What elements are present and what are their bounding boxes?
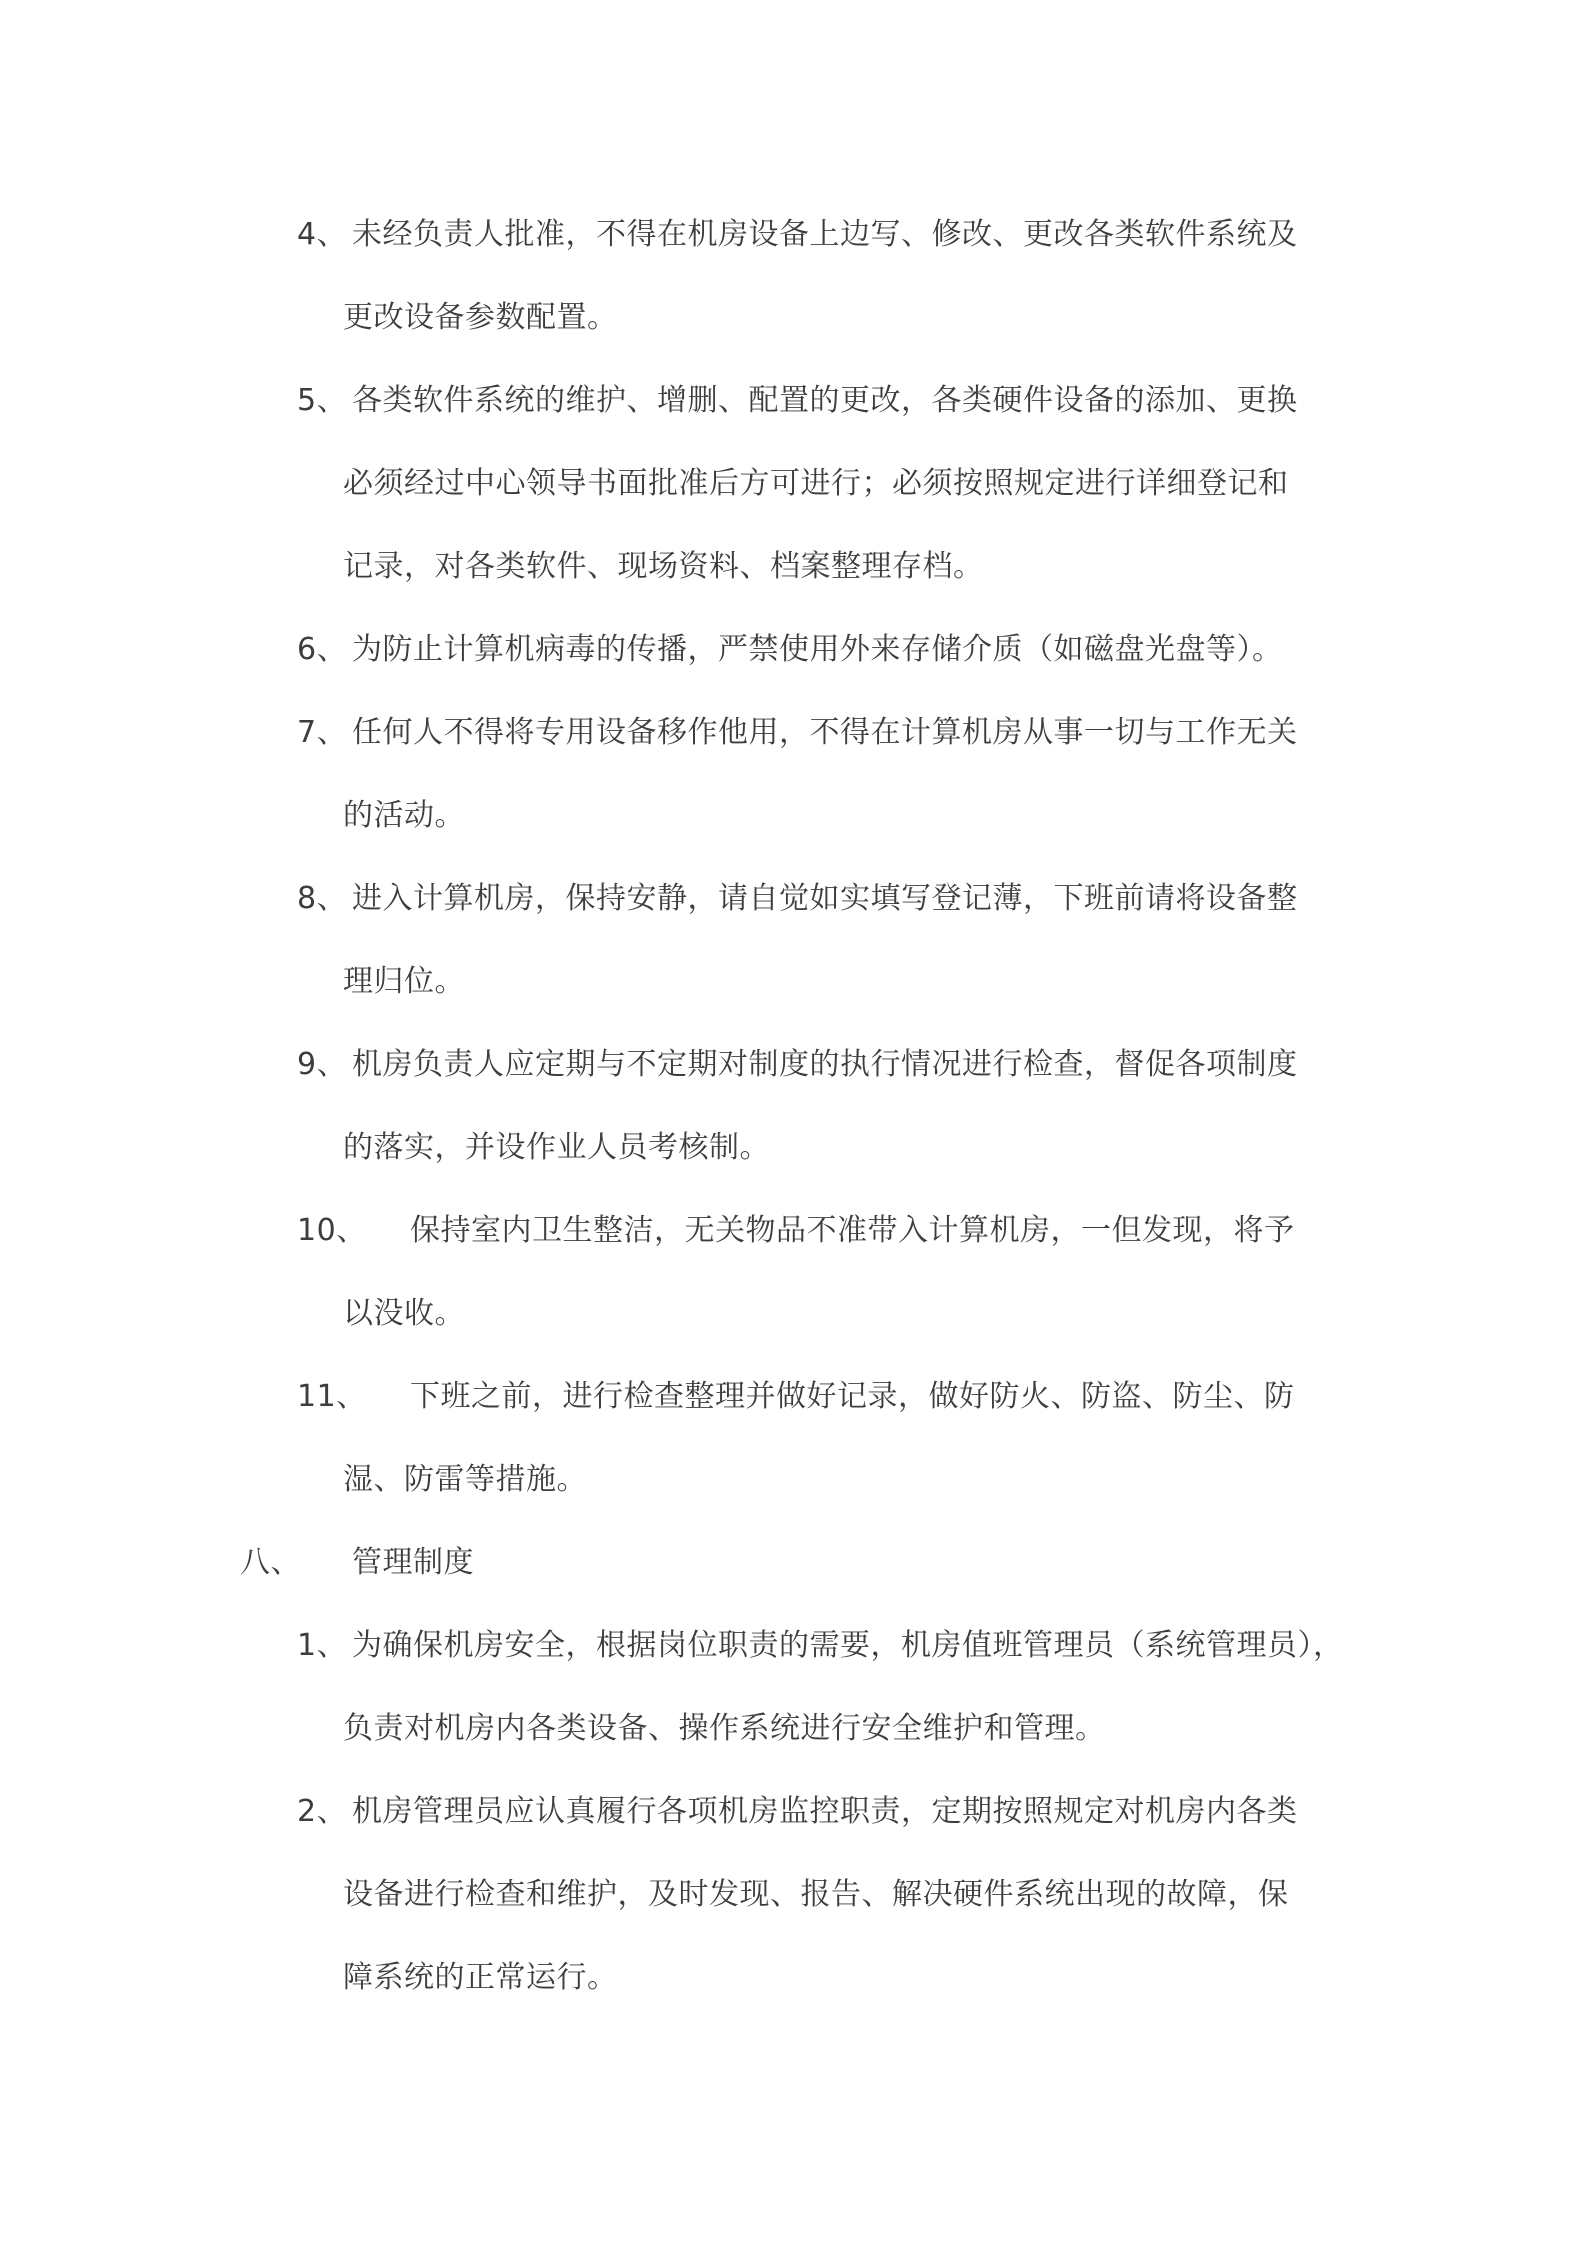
item-number: 9、 bbox=[297, 1047, 348, 1082]
item-text-line: 未经负责人批准，不得在机房设备上边写、修改、更改各类软件系统及 bbox=[352, 217, 1298, 252]
item-text-line: 设备进行检查和维护，及时发现、报告、解决硬件系统出现的故障，保 bbox=[343, 1877, 1289, 1912]
item-number: 1、 bbox=[297, 1628, 348, 1663]
item-number: 5、 bbox=[297, 383, 348, 418]
item-text-line: 机房管理员应认真履行各项机房监控职责，定期按照规定对机房内各类 bbox=[352, 1794, 1298, 1829]
item-text-line: 湿、防雷等措施。 bbox=[343, 1462, 587, 1497]
item-text-line: 各类软件系统的维护、增删、配置的更改，各类硬件设备的添加、更换 bbox=[352, 383, 1298, 418]
item-text-line: 为确保机房安全，根据岗位职责的需要，机房值班管理员（系统管理员）， bbox=[352, 1628, 1344, 1663]
item-number: 4、 bbox=[297, 217, 348, 252]
section-title: 管理制度 bbox=[352, 1545, 474, 1580]
item-text-line: 下班之前，进行检查整理并做好记录，做好防火、防盗、防尘、防 bbox=[410, 1379, 1295, 1414]
item-text-line: 进入计算机房，保持安静，请自觉如实填写登记薄，下班前请将设备整 bbox=[352, 881, 1298, 916]
item-number: 2、 bbox=[297, 1794, 348, 1829]
item-text-line: 以没收。 bbox=[343, 1296, 465, 1331]
item-text-line: 机房负责人应定期与不定期对制度的执行情况进行检查，督促各项制度 bbox=[352, 1047, 1298, 1082]
item-text-line: 负责对机房内各类设备、操作系统进行安全维护和管理。 bbox=[343, 1711, 1106, 1746]
item-number: 11、 bbox=[297, 1379, 367, 1414]
item-number: 7、 bbox=[297, 715, 348, 750]
item-text-line: 更改设备参数配置。 bbox=[343, 300, 618, 335]
item-number: 10、 bbox=[297, 1213, 367, 1248]
item-number: 6、 bbox=[297, 632, 348, 667]
item-text-line: 的落实，并设作业人员考核制。 bbox=[343, 1130, 770, 1165]
item-text-line: 的活动。 bbox=[343, 798, 465, 833]
item-text-line: 为防止计算机病毒的传播，严禁使用外来存储介质（如磁盘光盘等）。 bbox=[352, 632, 1283, 667]
item-text-line: 任何人不得将专用设备移作他用，不得在计算机房从事一切与工作无关 bbox=[352, 715, 1298, 750]
item-text-line: 保持室内卫生整洁，无关物品不准带入计算机房，一但发现，将予 bbox=[410, 1213, 1295, 1248]
item-number: 8、 bbox=[297, 881, 348, 916]
item-text-line: 障系统的正常运行。 bbox=[343, 1960, 618, 1995]
section-number: 八、 bbox=[240, 1545, 301, 1580]
item-text-line: 必须经过中心领导书面批准后方可进行；必须按照规定进行详细登记和 bbox=[343, 466, 1289, 501]
item-text-line: 理归位。 bbox=[343, 964, 465, 999]
item-text-line: 记录，对各类软件、现场资料、档案整理存档。 bbox=[343, 549, 984, 584]
